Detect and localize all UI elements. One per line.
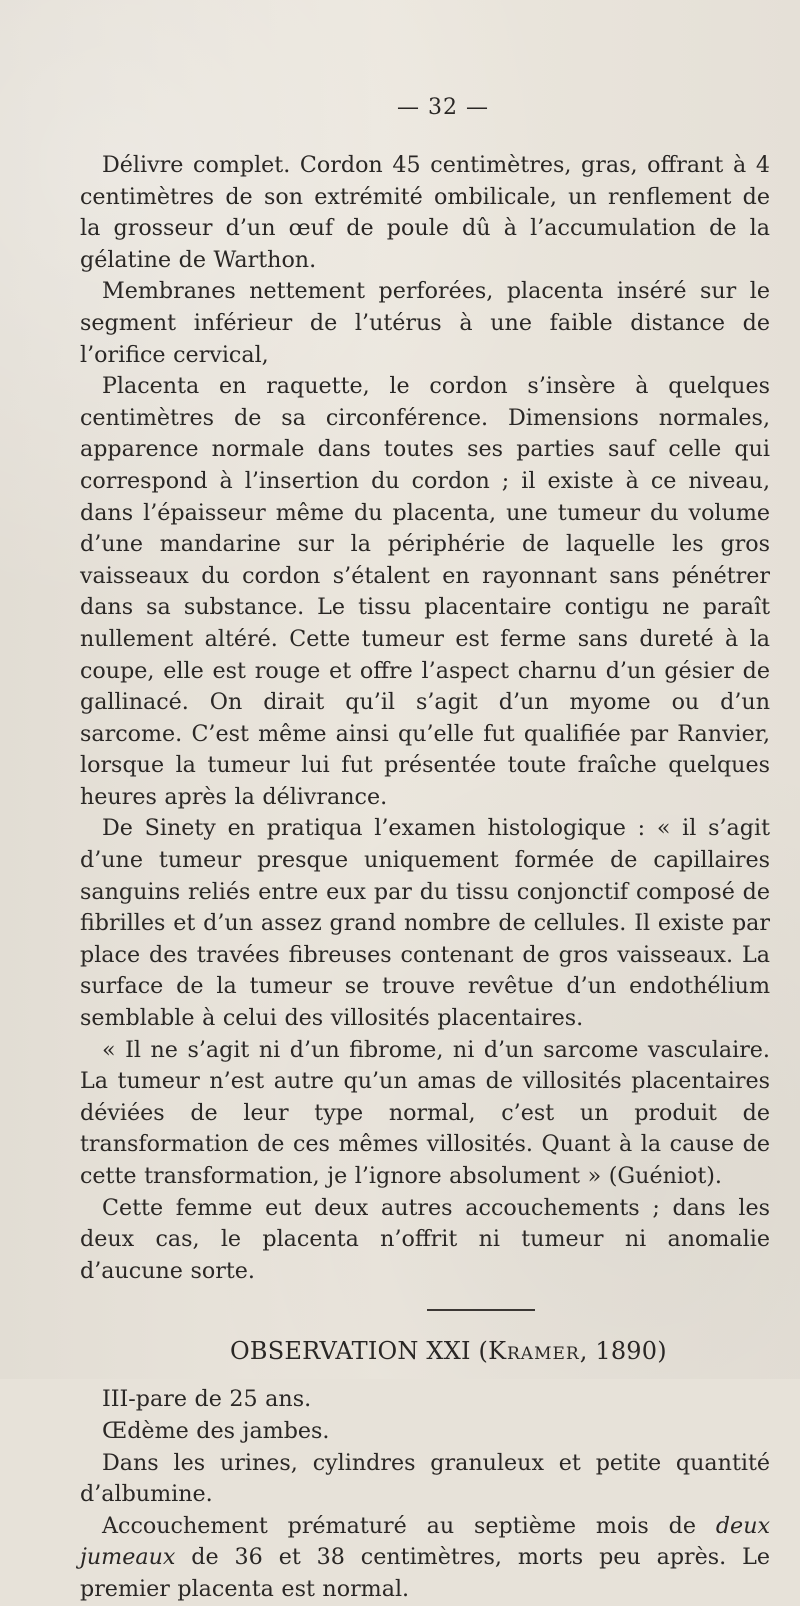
observation-line-oedema: Œdème des jambes. [102,1417,330,1444]
paragraph-placenta-description: Placenta en raquette, le cordon s’insère à quelques centimètres de sa circonférence. Dimensions normales, apparence normale dans toutes ses parties sauf celle qui correspond à l’insertion du cordon ; il existe à ce niveau, dans l’épaisseur même du placenta, une tumeur du volume d’une mandarine sur la périphérie de laquelle les gros vaisseaux du cordon s’étalent en rayonnant sans pénétrer dans sa substance. Le tissu placentaire contigu ne paraît nullement altéré. Cette tumeur est ferme sans dureté à la coupe, elle est rouge et offre l’aspect charnu d’un gésier de gallinacé. On dirait qu’il s’agit d’un myome ou d’un sarcome. C’est même ainsi qu’elle fut qualifiée par Ranvier, lorsque la tumeur lui fut présentée toute fraîche quelques heures après la délivrance. [80,373,770,810]
paragraph-other-deliveries: Cette femme eut deux autres accouchements ; dans les deux cas, le placenta n’offrit ni tumeur ni anomalie d’aucune sorte. [80,1194,770,1284]
section-divider [427,1309,535,1311]
observation-label: OBSERVATION XXI ( [230,1337,489,1366]
paragraph-delivery: Délivre complet. Cordon 45 centimètres, gras, offrant à 4 centimètres de son extrémité ombilicale, un renflement de la grosseur d’un œuf de poule dû à l’accumulation de la gélatine de Warthon. [80,152,770,273]
paragraph-quote-gueniot: « Il ne s’agit ni d’un fibrome, ni d’un sarcome vasculaire. La tumeur n’est autre qu’un amas de villosités placentaires déviées de leur type normal, c’est un produit de transformation de ces mêmes villosités. Quant à la cause de cette transformation, je l’ignore absolument » (Guéniot). [80,1036,770,1189]
twins-italic-text: deux jumeaux [80,1512,770,1571]
page-number: — 32 — [397,95,489,120]
observation-line-urines: Dans les urines, cylindres granuleux et petite quantité d’albumine. [80,1449,770,1508]
observation-heading [230,1336,770,1366]
observation-author: Kramer [488,1337,580,1366]
paragraph-membranes: Membranes nettement perforées, placenta inséré sur le segment inférieur de l’utérus à une faible distance de l’orifice cervical, [80,278,770,368]
observation-line-patient: III-pare de 25 ans. [102,1386,312,1413]
paragraph-histology: De Sinety en pratiqua l’examen histologique : « il s’agit d’une tumeur presque uniquement formée de capillaires sanguins reliés entre eux par du tissu conjonctif composé de fibrilles et d’un assez grand nombre de cellules. Il existe par place des travées fibreuses contenant de gros vaisseaux. La surface de la tumeur se trouve revêtue d’un endothélium semblable à celui des villosités placentaires. [80,815,770,1032]
premature-delivery-after-italic: de 36 et 38 centimètres, morts peu après. Le premier placenta est normal. [80,1544,770,1602]
premature-delivery-before-italic: Accouchement prématuré au septième mois de [102,1512,716,1539]
paragraph-premature-delivery [80,1511,770,1606]
observation-year: , 1890) [579,1337,667,1366]
